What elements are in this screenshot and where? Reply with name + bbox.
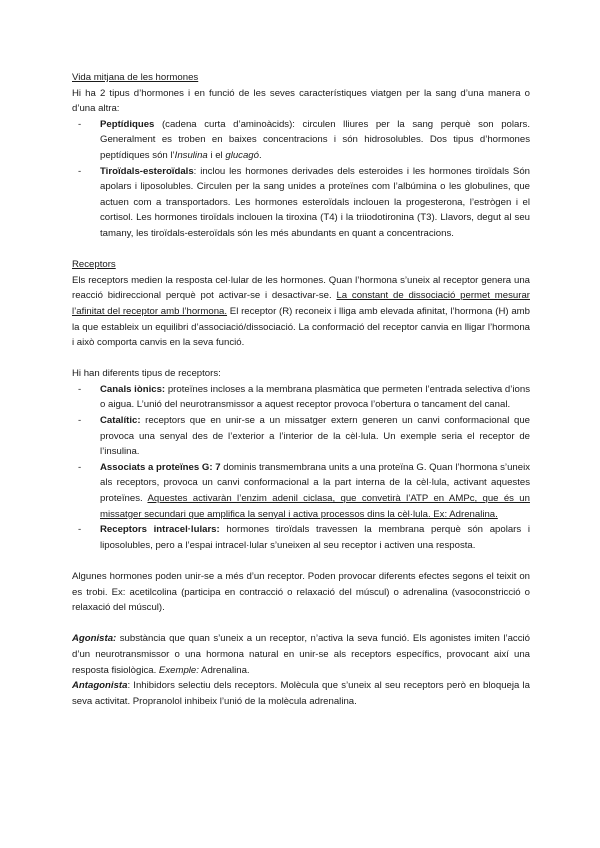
- antagonista-paragraph: Antagonista: Inhibidors selectiu dels receptors. Molècula que s’uneix al seu receptors però en bloqueja la seva activitat. Propranolol inhibeix l’unió de la molècula adrenalina.: [72, 680, 530, 707]
- receptor-types-intro: Hi han diferents tipus de receptors:: [72, 368, 221, 380]
- list-item: - Tiroïdals-esteroïdals: inclou les hormones derivades dels esteroides i les hormones tiroïdals Són apolars i liposolubles. Circulen per la sang unides a proteïnes com l’albúmina o les globulines, que actuen com a transportadors. Les hormones esteroïdals inclouen la progesterona, l’estrògen i el cortisol. Les hormones tiroïdals inclouen la tiroxina (T4) i la triiodotironina (T3). Llavors, degut al seu tamany, les tiroïdals-esteroïdals són les més abundants en quant a concentracions.: [100, 164, 530, 242]
- list-item: - Canals iònics: proteïnes incloses a la membrana plasmàtica que permeten l’entrada selectiva d’ions o aigua. L’unió del neurotransmissor a aquest receptor provoca l’obertura o tancament del canal.: [100, 382, 530, 413]
- receptor-types-list: [72, 382, 530, 554]
- multiple-receptors-paragraph: Algunes hormones poden unir-se a més d’un receptor. Poden provocar diferents efectes segons el teixit on es trobi. Ex: acetilcolina (participa en contracció o relaxació del múscul) o adrenalina (vasoconstricció o relaxació del múscul).: [72, 571, 530, 614]
- list-item: - Peptídiques (cadena curta d’aminoàcids): circulen lliures per la sang perquè son polars. Generalment es troben en baixes concentracions i són hidrosolubles. Dos tipus d’hormones peptídiques són l’Insulina i el glucagó.: [100, 117, 530, 164]
- section-title-receptors: Receptors: [72, 259, 116, 271]
- hormone-types-intro: Hi ha 2 tipus d’hormones i en funció de les seves característiques viatgen per la sang d’una manera o d’una altra:: [72, 87, 530, 115]
- list-item: - Receptors intracel·lulars: hormones tiroïdals travessen la membrana perquè són apolars i liposolubles, pero a l’espai intracel·lular s’uneixen al seu receptor i activen una resposta.: [100, 522, 530, 553]
- list-item: - Catalític: receptors que en unir-se a un missatger extern generen un canvi conformacional que provoca una senyal des de l’exterior a l’interior de la cèl·lula. Un exemple seria el receptor de l’insulina.: [100, 413, 530, 460]
- receptors-paragraph: Els receptors medien la resposta cel·lular de les hormones. Quan l’hormona s’uneix al receptor genera una reacció bidireccional perquè pot activar-se i desactivar-se. La constant de dissociació permet mesurar l’afinitat del receptor amb l’hormona. El receptor (R) reconeix i lliga amb elevada afinitat, l’hormona (H) amb la que estableix un equilibri d’associació/dissociació. La conformació del receptor canvia en lligar l’hormona i això comporta canvis en la seva funció.: [72, 274, 530, 349]
- agonista-paragraph: Agonista: substància que quan s’uneix a un receptor, n’activa la seva funció. Els agonistes imiten l’acció d’un neurotransmissor o una hormona natural en unir-se als receptors específics, provocant així una resposta fisiològica. Exemple: Adrenalina.: [72, 633, 530, 676]
- list-item: - Associats a proteïnes G: 7 dominis transmembrana units a una proteïna G. Quan l’hormona s’uneix als receptors, provoca un canvi conformacional a la part interna de la cèl·lula, activant aquestes proteïnes. Aquestes activaràn l’enzim adenil ciclasa, que convetirà l’ATP en AMPc, que és un missatger secundari que amplifica la senyal i activa processos dins la cèl·lula. Ex: Adrenalina.: [100, 460, 530, 522]
- hormone-types-list: [72, 117, 530, 242]
- section-title-vida-mitjana: Vida mitjana de les hormones: [72, 72, 199, 83]
